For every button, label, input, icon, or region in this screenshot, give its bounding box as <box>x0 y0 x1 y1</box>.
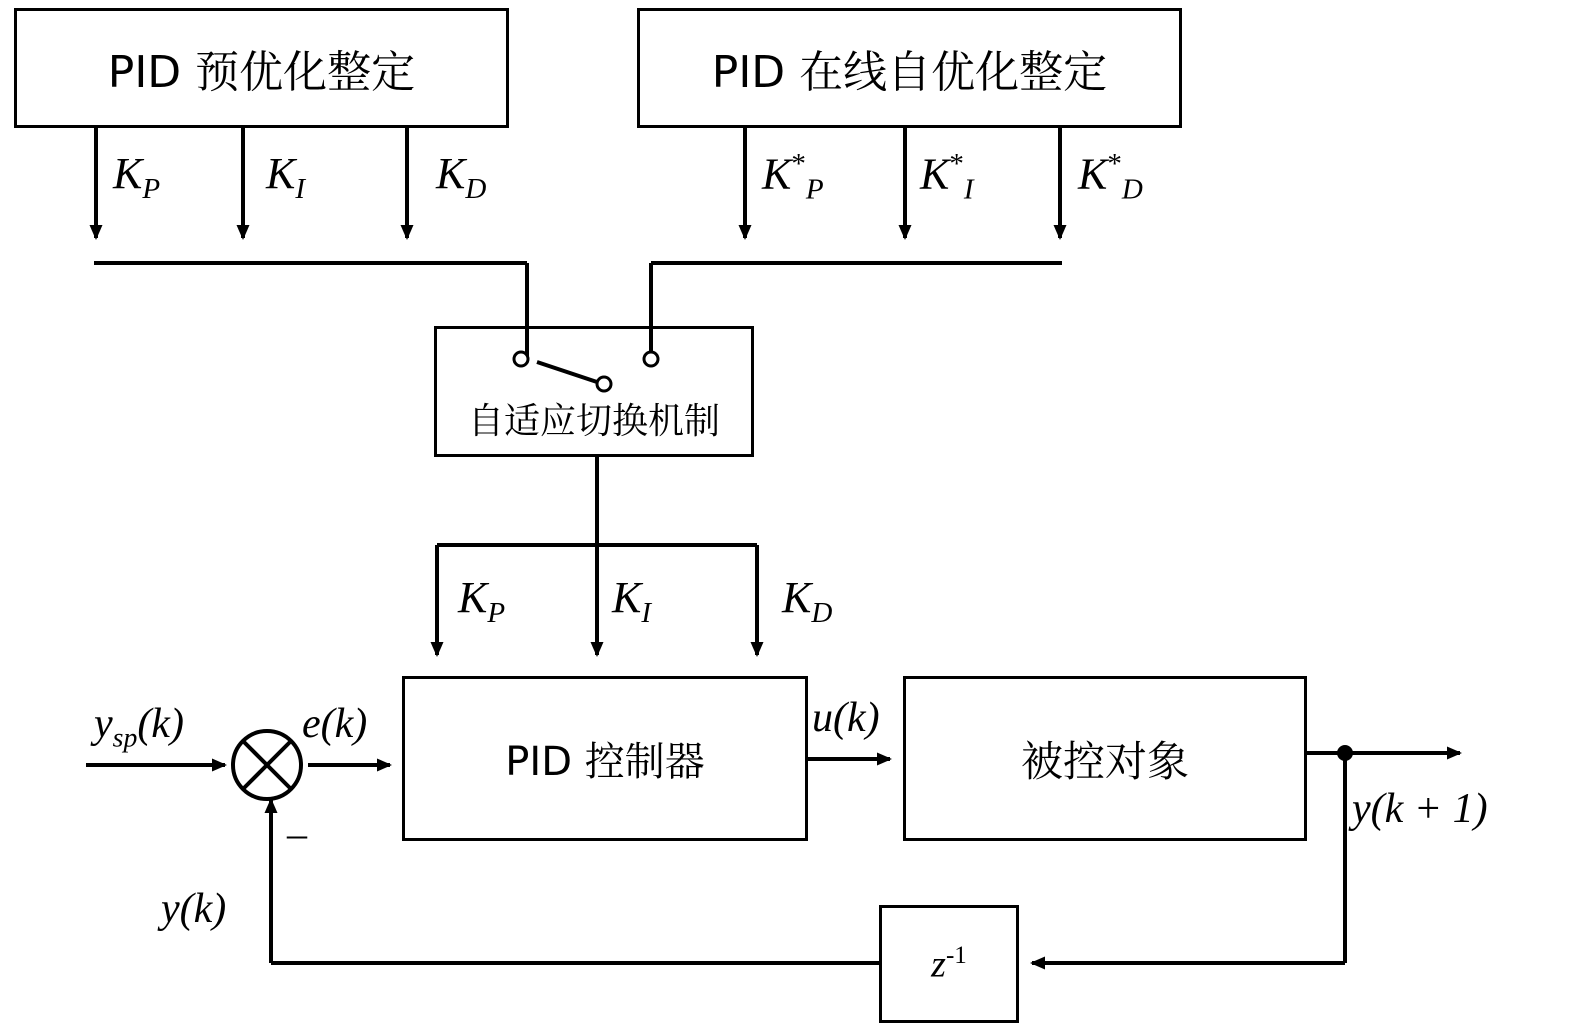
block-plant <box>903 676 1307 841</box>
block-switch-mechanism-label: 自适应切换机制 <box>467 401 720 442</box>
gain-label-ki-controller: $K_I$ <box>612 573 652 629</box>
signal-label-error: e(k) <box>302 701 368 747</box>
gain-label-kp-controller: $K_P$ <box>458 573 506 629</box>
signal-label-control: u(k) <box>812 695 880 741</box>
block-pid-controller-label: PID 控制器 <box>505 739 705 785</box>
signal-label-setpoint: $y_{sp}(k)$ <box>94 701 184 753</box>
block-unit-delay-label: z <box>931 943 946 986</box>
block-switch-mechanism <box>434 326 754 457</box>
block-unit-delay <box>879 905 1019 1023</box>
gain-label-kd-controller: $K_D$ <box>782 573 833 629</box>
output-junction-dot <box>1337 745 1353 761</box>
block-online-tuning-label: PID 在线自优化整定 <box>711 47 1108 98</box>
gain-label-kp-online: $K^*_P$ <box>762 148 824 206</box>
summing-junction <box>233 731 301 799</box>
signal-label-output: y(k + 1) <box>1352 786 1488 832</box>
signal-label-feedback: y(k) <box>161 886 227 932</box>
block-unit-delay-exponent: -1 <box>945 941 967 969</box>
summing-junction-minus-sign: – <box>287 811 307 856</box>
gain-label-ki-online: $K^*_I$ <box>920 148 974 206</box>
gain-label-kd-pre: $K_D$ <box>436 149 487 205</box>
block-online-tuning <box>637 8 1182 128</box>
gain-label-ki-pre: $K_I$ <box>266 149 306 205</box>
block-pre-tuning <box>14 8 509 128</box>
gain-label-kd-online: $K^*_D$ <box>1078 148 1143 206</box>
block-plant-label: 被控对象 <box>1020 736 1189 786</box>
gain-label-kp-pre: $K_P$ <box>113 149 161 205</box>
block-pre-tuning-label: PID 预优化整定 <box>107 47 416 98</box>
block-pid-controller <box>402 676 808 841</box>
